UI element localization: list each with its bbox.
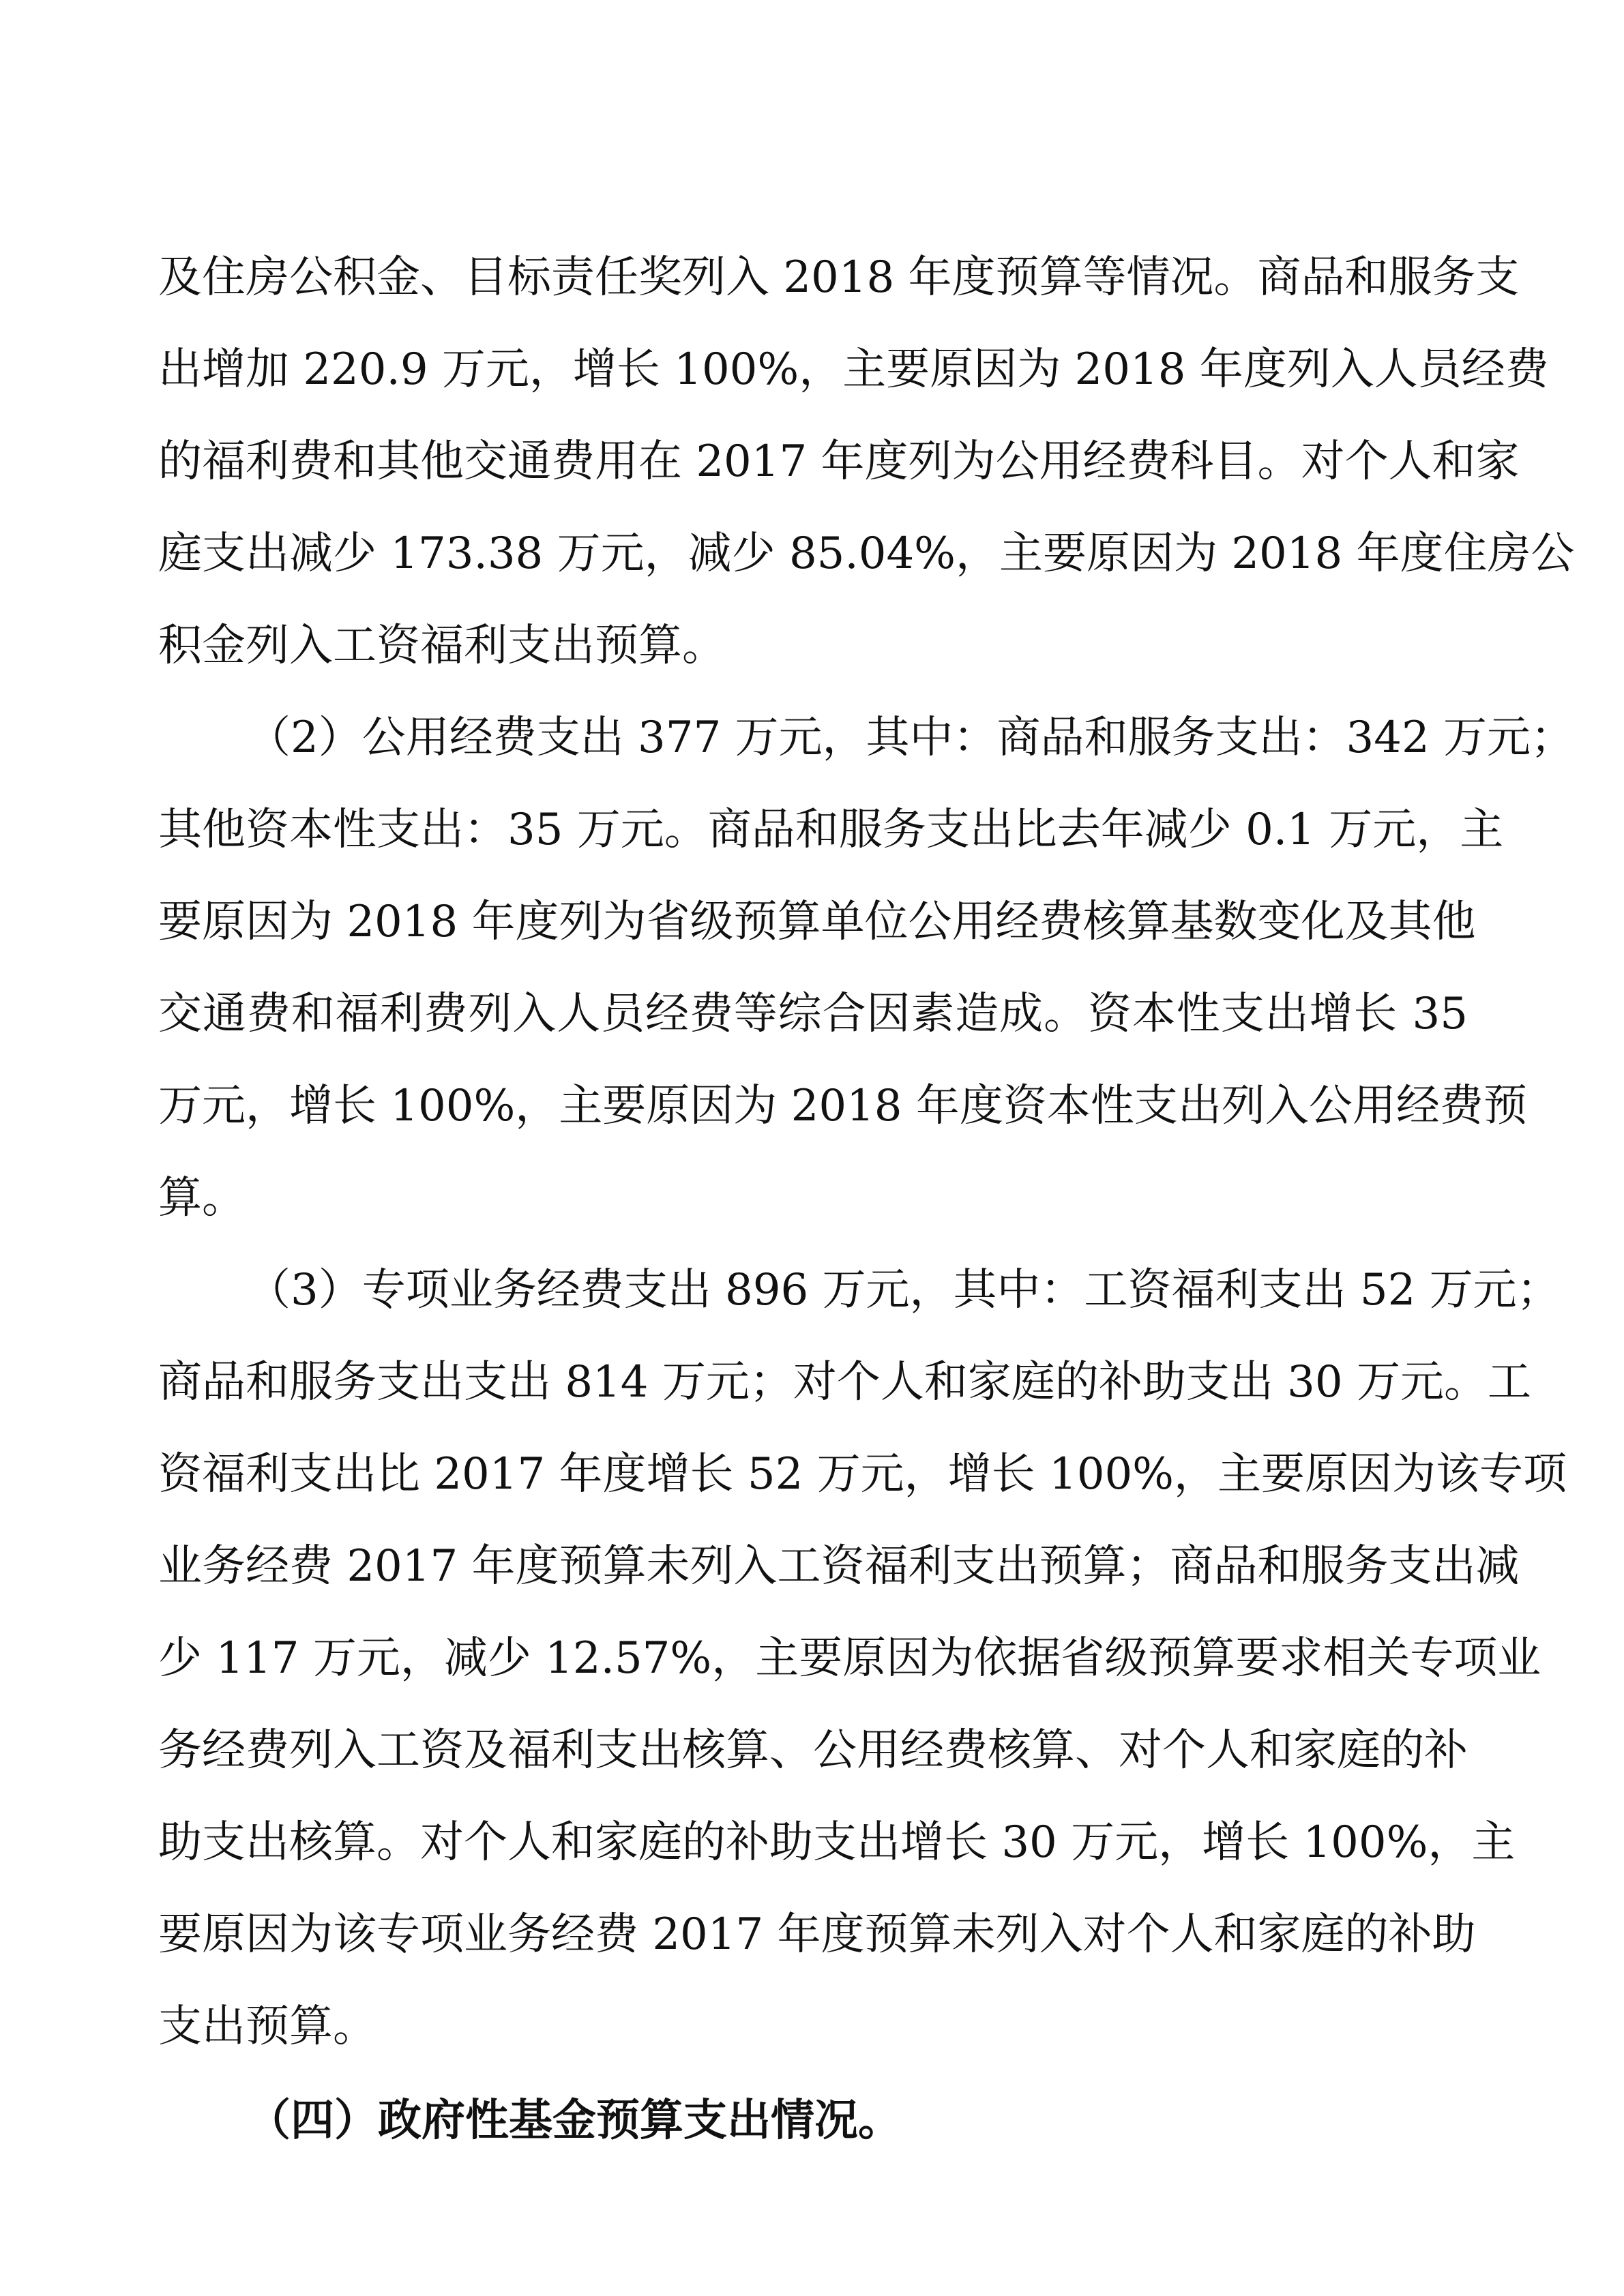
paragraph-2-line-6: 算。 xyxy=(158,1173,246,1223)
paragraph-3-line-5: 少 117 万元，减少 12.57%，主要原因为依据省级预算要求相关专项业 xyxy=(158,1633,1541,1684)
paragraph-1-line-5: 积金列入工资福利支出预算。 xyxy=(158,621,726,671)
paragraph-1-line-4: 庭支出减少 173.38 万元，减少 85.04%，主要原因为 2018 年度住房公 xyxy=(158,528,1575,579)
paragraph-2-line-5: 万元，增长 100%，主要原因为 2018 年度资本性支出列入公用经费预 xyxy=(158,1081,1527,1131)
paragraph-2-line-1: （2）公用经费支出 377 万元，其中：商品和服务支出：342 万元； xyxy=(247,713,1575,763)
paragraph-3-line-7: 助支出核算。对个人和家庭的补助支出增长 30 万元，增长 100%，主 xyxy=(158,1817,1516,1868)
paragraph-3-line-3: 资福利支出比 2017 年度增长 52 万元，增长 100%，主要原因为该专项 xyxy=(158,1449,1567,1500)
paragraph-3-line-1: （3）专项业务经费支出 896 万元，其中：工资福利支出 52 万元； xyxy=(247,1265,1561,1315)
paragraph-3-line-2: 商品和服务支出支出 814 万元；对个人和家庭的补助支出 30 万元。工 xyxy=(158,1357,1531,1407)
paragraph-1-line-2: 出增加 220.9 万元，增长 100%，主要原因为 2018 年度列入人员经费 xyxy=(158,344,1549,395)
paragraph-2-line-4: 交通费和福利费列入人员经费等综合因素造成。资本性支出增长 35 xyxy=(158,989,1468,1039)
paragraph-3-line-9: 支出预算。 xyxy=(158,2001,377,2052)
paragraph-1-line-1: 及住房公积金、目标责任奖列入 2018 年度预算等情况。商品和服务支 xyxy=(158,252,1520,303)
paragraph-1-line-3: 的福利费和其他交通费用在 2017 年度列为公用经费科目。对个人和家 xyxy=(158,436,1520,487)
paragraph-3-line-4: 业务经费 2017 年度预算未列入工资福利支出预算；商品和服务支出减 xyxy=(158,1541,1520,1592)
paragraph-3-line-8: 要原因为该专项业务经费 2017 年度预算未列入对个人和家庭的补助 xyxy=(158,1909,1476,1960)
section-heading-government-fund: （四）政府性基金预算支出情况。 xyxy=(247,2096,902,2146)
paragraph-2-line-2: 其他资本性支出：35 万元。商品和服务支出比去年减少 0.1 万元，主 xyxy=(158,805,1504,855)
paragraph-2-line-3: 要原因为 2018 年度列为省级预算单位公用经费核算基数变化及其他 xyxy=(158,897,1476,947)
paragraph-3-line-6: 务经费列入工资及福利支出核算、公用经费核算、对个人和家庭的补 xyxy=(158,1725,1468,1776)
